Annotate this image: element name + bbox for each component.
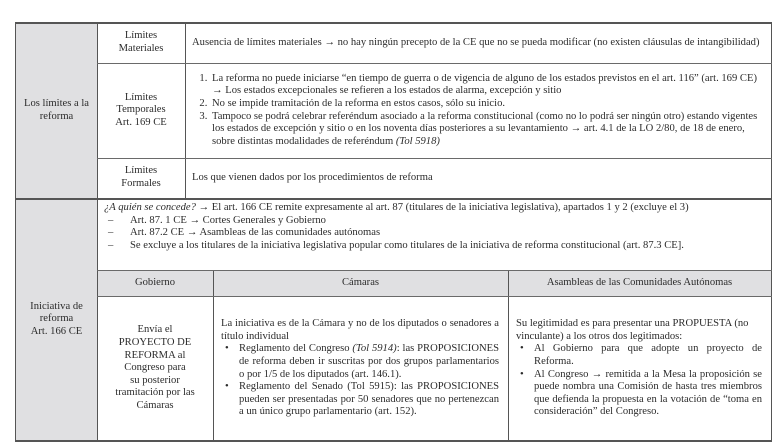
question-italic: ¿A quién se concede? bbox=[104, 202, 196, 213]
gobierno-line-1: Envía el bbox=[137, 324, 173, 336]
temporales-label-line3: Art. 169 CE bbox=[115, 116, 167, 128]
section-separator bbox=[15, 198, 772, 200]
iniciativa-question bbox=[104, 202, 763, 215]
asambleas-bullet-2: • Al Congreso → remitida a la Mesa la proposición se puede nombra una Comisión de hasta tres miembros que defienda la propuesta en la votación de “toma en consideración” del Congreso. bbox=[516, 369, 762, 419]
asambleas-bullet-1: • Al Gobierno para que adopte un proyecto de Reforma. bbox=[516, 343, 762, 368]
temporales-item-1: 1. La reforma no puede iniciarse “en tiempo de guerra o de vigencia de alguno de los estados previstos en el art. 116” (art. 169 CE) → Los estados excepcionales se refieren a los estados de alarma, excepción y sitio bbox=[210, 73, 763, 98]
gobierno-body-cell bbox=[97, 296, 213, 441]
camaras-bullet-2: • Reglamento del Senado (Tol 5915): las PROPOSICIONES pueden ser presentadas por 50 senadores que no pertenezcan a un único grupo parlamentario (art. 152). bbox=[221, 381, 499, 419]
row-sep-subheader bbox=[97, 296, 772, 297]
row-sep-question bbox=[97, 270, 772, 271]
iniciativa-section-label-cell bbox=[16, 198, 97, 441]
asambleas-header: Asambleas de las Comunidades Autónomas bbox=[546, 276, 733, 288]
formales-label-cell bbox=[97, 158, 185, 198]
table-left-border bbox=[15, 22, 16, 442]
iniciativa-label-line1: Iniciativa de bbox=[30, 300, 83, 312]
gobierno-line-4: Congreso para bbox=[124, 362, 186, 374]
gobierno-header-cell bbox=[97, 270, 213, 296]
question-rest: → El art. 166 CE remite expresamente al art. 87 (titulares de la iniciativa legislativa), apartados 1 y 2 (excluye el 3) bbox=[195, 202, 689, 213]
asambleas-body-cell bbox=[508, 296, 771, 441]
temporales-item-2: 2. No se impide tramitación de la reforma en estos casos, sólo su inicio. bbox=[210, 98, 763, 111]
limits-col2-separator bbox=[185, 22, 186, 198]
camaras-bullets bbox=[221, 343, 499, 419]
gobierno-line-7: Cámaras bbox=[136, 399, 174, 411]
temporales-label-cell bbox=[97, 63, 185, 158]
temporales-item-3: 3. Tampoco se podrá celebrar referéndum asociado a la reforma constitucional (como no lo podrá ser ningún otro) estando vigentes los estados de excepción y sitio o en los noventa días posteriores a su levantamiento → art. 4.1 de la LO 2/80, de 18 de enero, sobre distintas modalidades de referéndum (Tol 5918) bbox=[210, 111, 763, 149]
gobierno-line-5: su posterior bbox=[130, 374, 180, 386]
formales-label-line1: Límites bbox=[124, 165, 158, 177]
iniciativa-question-cell bbox=[97, 198, 771, 270]
materiales-label-line1: Límites bbox=[124, 30, 158, 42]
col1-separator bbox=[97, 22, 98, 442]
camaras-header: Cámaras bbox=[341, 276, 380, 288]
row-sep-temporales bbox=[97, 158, 772, 159]
asambleas-bullets bbox=[516, 343, 762, 419]
table-bottom-border bbox=[15, 440, 772, 442]
temporales-item-3-ref: (Tol 5918) bbox=[395, 135, 440, 147]
camaras-intro: La iniciativa es de la Cámara y no de los diputados o senadores a título individual bbox=[221, 318, 499, 342]
dash-item-3: – Se excluye a los titulares de la iniciativa legislativa popular como titulares de la iniciativa de reforma constitucional (art. 87.3 CE]. bbox=[104, 240, 763, 253]
materiales-text-cell bbox=[185, 23, 771, 63]
iniciativa-label-line2: reforma bbox=[39, 313, 74, 325]
asambleas-intro: Su legitimidad es para presentar una PROPUESTA (no vinculante) a los otros dos legitimados: bbox=[516, 318, 749, 342]
gobierno-line-2: PROYECTO DE bbox=[118, 337, 192, 349]
temporales-label-line2: Temporales bbox=[116, 104, 166, 116]
dash-item-1: – Art. 87. 1 CE → Cortes Generales y Gobierno bbox=[104, 215, 763, 228]
dash-item-2: – Art. 87.2 CE → Asambleas de las comunidades autónomas bbox=[104, 227, 763, 240]
camaras-bullet-1-ref: (Tol 5914) bbox=[352, 343, 397, 355]
table-top-border bbox=[15, 22, 772, 24]
materiales-text: Ausencia de límites materiales → no hay ningún precepto de la CE que no se pueda modificar (no existen cláusulas de intangibilidad) bbox=[192, 36, 760, 48]
limits-section-label-cell bbox=[16, 23, 97, 198]
formales-label-line2: Formales bbox=[121, 178, 161, 189]
temporales-list bbox=[192, 73, 763, 149]
gobierno-header: Gobierno bbox=[134, 276, 175, 288]
iniciativa-dash-list bbox=[104, 215, 763, 253]
gobierno-line-3: REFORMA al bbox=[124, 349, 186, 361]
materiales-label-cell bbox=[97, 23, 185, 63]
formales-text-cell bbox=[185, 158, 771, 198]
asambleas-header-cell bbox=[508, 270, 771, 296]
materiales-label-line2: Materiales bbox=[118, 43, 164, 54]
gobierno-line-6: tramitación por las bbox=[115, 387, 195, 399]
limits-section-label: Los límites a la reforma bbox=[23, 97, 90, 122]
temporales-list-cell bbox=[185, 63, 771, 158]
camaras-body-cell bbox=[213, 296, 508, 441]
row-sep-materiales bbox=[97, 63, 772, 64]
camaras-bullet-1: • Reglamento del Congreso (Tol 5914): las PROPOSICIONES de reforma deben ir suscritas por dos grupos parlamentarios o por 1/5 de los diputados (art. 146.1). bbox=[221, 343, 499, 381]
temporales-label-line1: Límites bbox=[124, 91, 158, 103]
camaras-header-cell bbox=[213, 270, 508, 296]
table-right-border bbox=[771, 22, 772, 442]
formales-text: Los que vienen dados por los procedimientos de reforma bbox=[192, 171, 433, 183]
iniciativa-label-line3: Art. 166 CE bbox=[30, 325, 83, 337]
